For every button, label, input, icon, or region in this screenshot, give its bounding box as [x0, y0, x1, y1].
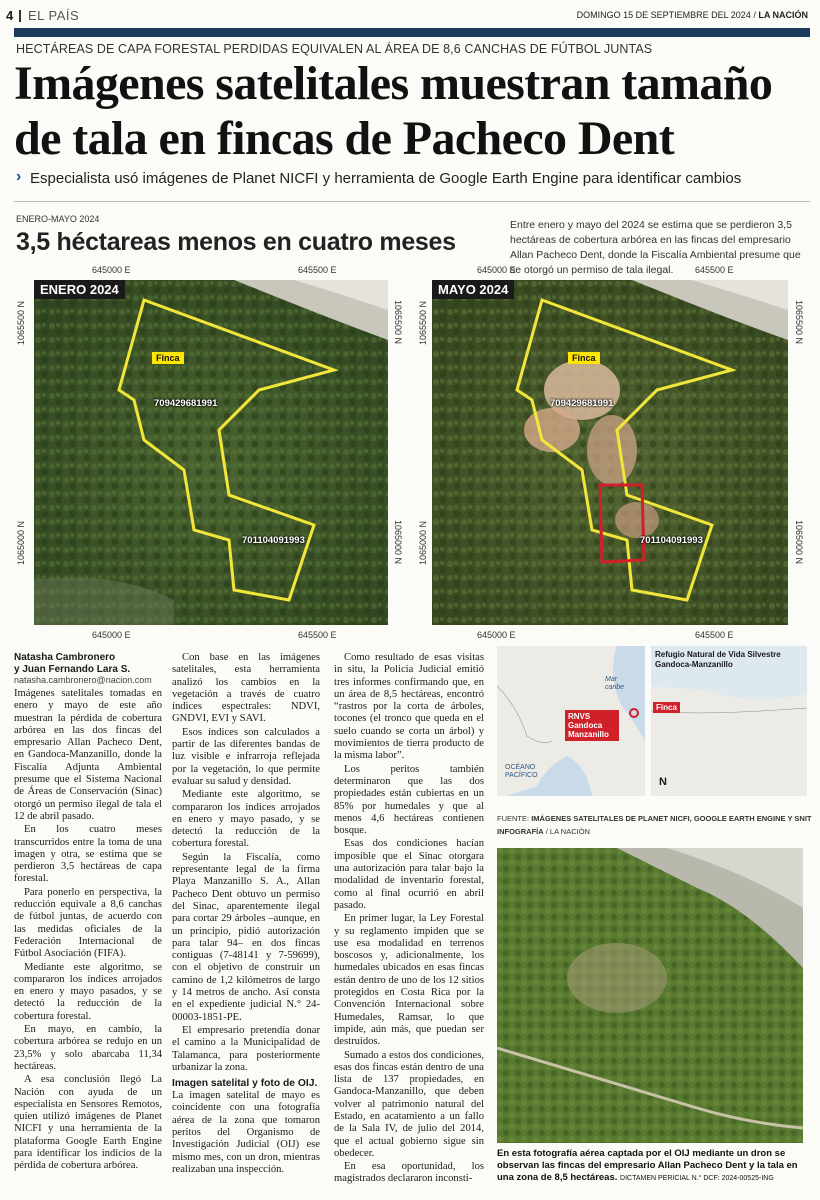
- satellite-map-mayo: [432, 280, 788, 625]
- coord-label: 1065500 N: [418, 300, 428, 345]
- chevron-right-icon: ›: [16, 168, 22, 185]
- headline-line-1: Imágenes satelitales muestran tamaño: [14, 57, 773, 110]
- author: Natasha Cambronero: [14, 652, 116, 663]
- caption-text: En esta fotografía aérea captada por el OIJ mediante un dron se observan las fincas del empresario Allan Pacheco Dent y la tala en una zona de 8,5 hectáreas.: [497, 1148, 798, 1183]
- page-number: 4: [6, 8, 14, 23]
- coord-label: 645000 E: [477, 265, 516, 275]
- coord-label: 645000 E: [477, 630, 516, 640]
- coord-label: 1065000 N: [794, 520, 804, 565]
- sea-label: Mar caribe: [605, 676, 625, 691]
- drone-photo: [497, 848, 803, 1143]
- coord-label: 645500 E: [298, 630, 337, 640]
- author-email: natasha.cambronero@nacion.com: [14, 675, 152, 685]
- paragraph: Mediante este algoritmo, se compararon los índices arrojados en enero y mayo pasados, y se detectó la reducción de la cobertura forestal.: [14, 961, 162, 1022]
- paragraph: En primer lugar, la Ley Forestal y su reglamento impiden que se use esa modalidad en terrenos boscosos y, adicionalmente, los humedales ubicados en esas fincas están dentro de uno de los 12 sitios protegidos en Costa Rica por la Convención Internacional sobre Humedales, Ramsar, lo que impide, aún más, que puedan ser destruidos.: [334, 913, 484, 1048]
- infographic-title: 3,5 héctareas menos en cuatro meses: [16, 228, 456, 256]
- finca-marker-label: Finca: [653, 702, 680, 713]
- paragraph: En mayo, en cambio, la cobertura arbórea se redujo en un 23,5% y solo abarcaba 11,34 hectáreas.: [14, 1024, 162, 1072]
- paragraph: Sumado a estos dos condiciones, esas dos fincas están dentro de una lista de 137 propiedades, en Gandoca-Manzanillo, que deben volver al patrimonio natural del Estado, en acatamiento a un fallo de la Sala IV, de julio del 2014, que el actual gobierno sigue sin obedecer.: [334, 1049, 484, 1159]
- coord-label: 645000 E: [92, 265, 131, 275]
- paragraph: En esa oportunidad, los magistrados declararon inconsti-: [334, 1161, 484, 1185]
- location-pin-icon: [629, 708, 639, 718]
- paragraph: A esa conclusión llegó La Nación con ayuda de un especialista en Sensores Remotos, quien utilizó imágenes de Planet NICFI y una herramienta de la plataforma Google Earth Engine para identificar los indicios de la pérdida de cobertura arbórea.: [14, 1074, 162, 1172]
- finca-label: Finca: [152, 352, 184, 364]
- infographic-period: ENERO-MAYO 2024: [16, 214, 100, 224]
- infographic-summary: Entre enero y mayo del 2024 se estima que se perdieron 3,5 hectáreas de cobertura arbórea en las fincas del empresario Allan Pacheco Dent, donde la Fiscalía Ambiental presume que se otorgó un permiso de tala ilegal.: [510, 219, 801, 276]
- byline: [14, 652, 130, 676]
- author: y Juan Fernando Lara S.: [14, 664, 131, 675]
- section-divider: [19, 10, 21, 22]
- photo-caption: [497, 1148, 813, 1185]
- headline: [14, 56, 814, 166]
- paragraph: En los cuatro meses transcurridos entre la toma de una imagen y otra, se estima que se perdieron 3,5 hectáreas de capa forestal.: [14, 824, 162, 885]
- paragraph: Como resultado de esas visitas in situ, la Policía Judicial emitió tres informes confirmando que, en un área de 8,5 hectáreas, encontró “rastros por la corta de árboles, tocones (el tronco que queda en el suelo cuando se corta un árbol) y movimientos de tierra producto de la misma labor”.: [334, 652, 484, 762]
- source-credits: FUENTE: IMÁGENES SATELITALES DE PLANET NICFI, GOOGLE EARTH ENGINE Y SNIT INFOGRAFÍA / LA NACIÓN: [497, 814, 812, 836]
- paragraph: Con base en las imágenes satelitales, esta herramienta analizó los cambios en la vegetación a través de cuatro índices espectrales: NDVI, GNDVI, EVI y SAVI.: [172, 652, 320, 725]
- locator-map-refuge: [651, 646, 807, 796]
- coord-label: 1065000 N: [16, 520, 26, 565]
- section-name: EL PAÍS: [28, 8, 80, 23]
- paragraph: Imágenes satelitales tomadas en enero y mayo de este año muestran la pérdida de cobertura arbórea en las dos fincas del empresario Allan Pacheco Dent, en Gandoca-Manzanillo, donde la Fiscalía Adjunta Ambiental presume que el Sistema Nacional de Áreas de Conservación (Sinac) otorgó un permiso ilegal de tala el 12 de abril pasado.: [14, 688, 162, 822]
- rnvs-label: RNVS Gandoca Manzanillo: [565, 710, 619, 741]
- paragraph: La imagen satelital de mayo es coincidente con una fotografía aérea de la zona que tomaron peritos del Organismo de Investigación Judicial (OIJ) ese mismo mes, con un dron, mientras realizaban una inspección.: [172, 1090, 320, 1175]
- subheading: Imagen satelital y foto de OIJ.: [172, 1078, 318, 1090]
- map-date-label: ENERO 2024: [34, 280, 125, 299]
- coord-label: 1065000 N: [393, 520, 403, 565]
- article-column-3: [334, 652, 484, 1193]
- article-column-1: [14, 688, 162, 1193]
- source: IMÁGENES SATELITALES DE PLANET NICFI, GOOGLE EARTH ENGINE Y SNIT: [531, 814, 812, 823]
- paragraph: Según la Fiscalía, como representante legal de la firma Playa Manzanillo S. A., Allan Pacheco Dent obtuvo un permiso del Sinac, aparentemente ilegal para cortar 29 árboles –aunque, en un principio, pidió autorización para talar 94– en dos fincas contiguas (7-48141 y 7-59699), con el objetivo de construir un camino de 1,2 kilómetros de largo y 14 metros de ancho. Así consta en el expediente judicial N.° 24-00003-1851-PE.: [172, 851, 320, 1023]
- photo-credit: DICTAMEN PERICIAL N.° DCF: 2024-00525-ING: [620, 1175, 774, 1182]
- headline-line-2: de tala en fincas de Pacheco Dent: [14, 112, 675, 165]
- satellite-image: [432, 280, 788, 625]
- coord-label: 1065500 N: [794, 300, 804, 345]
- map-date-label: MAYO 2024: [432, 280, 514, 299]
- article-column-2: [172, 652, 320, 1193]
- paragraph: Esos índices son calculados a partir de las diferentes bandas de luz visible e infrarroja reflejada por la vegetación, lo que permite evaluar su salud y densidad.: [172, 726, 320, 787]
- coord-label: 645000 E: [92, 630, 131, 640]
- plot-id-label: 709429681991: [550, 398, 614, 409]
- plot-id-label: 701104091993: [242, 535, 305, 546]
- refuge-title: Refugio Natural de Vida Silvestre Gandoca-Manzanillo: [655, 650, 781, 669]
- paragraph: Mediante este algoritmo, se compararon los índices arrojados en enero y mayo pasado, y se detectó la reducción de la cobertura forestal.: [172, 789, 320, 850]
- aerial-image: [497, 848, 803, 1143]
- header-rule: [14, 28, 810, 37]
- satellite-map-enero: [34, 280, 388, 625]
- kicker: HECTÁREAS DE CAPA FORESTAL PERDIDAS EQUIVALEN AL ÁREA DE 8,6 CANCHAS DE FÚTBOL JUNTAS: [16, 42, 653, 56]
- newspaper-name: LA NACIÓN: [758, 10, 808, 20]
- deck: Especialista usó imágenes de Planet NICFI y herramienta de Google Earth Engine para identificar cambios: [30, 170, 742, 187]
- date: DOMINGO 15 DE SEPTIEMBRE DEL 2024: [576, 10, 751, 20]
- coord-label: 1065500 N: [16, 300, 26, 345]
- dateline: DOMINGO 15 DE SEPTIEMBRE DEL 2024 / LA NACIÓN: [576, 10, 808, 20]
- finca-label: Finca: [568, 352, 600, 364]
- paragraph: El empresario pretendía donar el camino a la Municipalidad de Talamanca, para posteriormente urbanizar la zona.: [172, 1024, 320, 1073]
- coord-label: 645500 E: [695, 630, 734, 640]
- coord-label: 645500 E: [695, 265, 734, 275]
- north-arrow-icon: N: [659, 776, 667, 788]
- paragraph: Esas dos condiciones hacían imposible que el Sinac otorgara una autorización para talar bajo la modalidad de inventario forestal, como al final ocurrió en abril pasado.: [334, 838, 484, 911]
- coord-label: 645500 E: [298, 265, 337, 275]
- satellite-image: [34, 280, 388, 625]
- locator-map-costa-rica: [497, 646, 645, 796]
- ocean-label: OCÉANO PACÍFICO: [505, 764, 538, 779]
- divider: [14, 201, 810, 202]
- paragraph: Los peritos también determinaron que las dos propiedades están cubiertas en un 85% por humedales y que al menos 4,6 hectáreas contienen bosque.: [334, 763, 484, 837]
- plot-id-label: 709429681991: [154, 398, 218, 409]
- coord-label: 1065500 N: [393, 300, 403, 345]
- paragraph: Para ponerlo en perspectiva, la reducción equivale a 8,6 canchas de fútbol juntas, de acuerdo con las medidas oficiales de la Federación Internacional de Fútbol Asociación (FIFA).: [14, 886, 162, 960]
- plot-id-label: 701104091993: [640, 535, 703, 546]
- credit: / LA NACIÓN: [545, 827, 590, 836]
- coord-label: 1065000 N: [418, 520, 428, 565]
